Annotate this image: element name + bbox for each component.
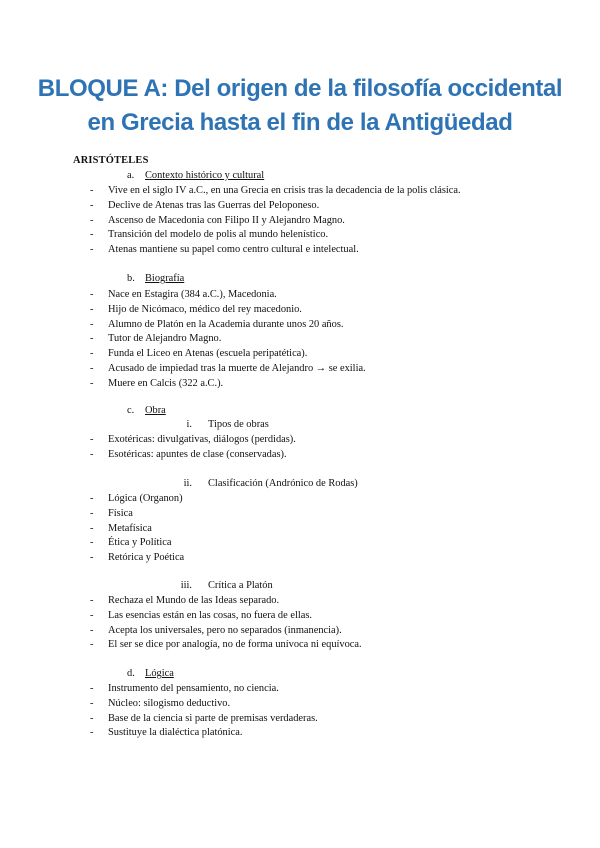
section-letter: c. <box>127 405 135 416</box>
bullet-dash: - <box>90 185 94 196</box>
bullet-dash: - <box>90 624 94 636</box>
section-heading-c <box>127 404 166 419</box>
subsection-number: ii. <box>183 478 192 489</box>
bullet-dash: - <box>90 318 94 330</box>
list-item-text: Declive de Atenas tras las Guerras del Peloponeso. <box>108 199 320 211</box>
list-item-text: Atenas mantiene su papel como centro cultural e intelectual. <box>108 244 359 256</box>
section-title: Obra <box>145 405 166 416</box>
bullet-dash: - <box>90 448 94 460</box>
bullet-dash: - <box>90 333 94 345</box>
bullet-dash: - <box>90 377 94 389</box>
subsection-title: Crítica a Platón <box>208 580 273 591</box>
section-heading-b <box>127 272 184 287</box>
subsection-title: Tipos de obras <box>208 419 269 430</box>
list-item-text: Física <box>108 507 133 519</box>
bullet-dash: - <box>90 348 94 360</box>
title-line-2: en Grecia hasta el fin de la Antigüedad <box>87 109 513 136</box>
document-title <box>0 72 600 140</box>
list-item-text: Transición del modelo de polis al mundo helenístico. <box>108 229 329 241</box>
bullet-dash: - <box>90 434 94 445</box>
list-item-text: Las esencias están en las cosas, no fuera de ellas. <box>108 609 312 621</box>
bullet-dash: - <box>90 697 94 709</box>
list-item-text: Ética y Política <box>108 537 172 549</box>
list-item-text: Lógica (Organon) <box>108 493 183 504</box>
section-title: Contexto histórico y cultural <box>145 170 265 181</box>
section-letter: b. <box>127 273 135 284</box>
bullet-dash: - <box>90 609 94 621</box>
list-item-text: Exotéricas: divulgativas, diálogos (perdidas). <box>108 434 296 445</box>
subsection-tipos <box>172 418 269 433</box>
list-item-text: Metafísica <box>108 522 152 534</box>
list-item-text: Alumno de Platón en la Academia durante unos 20 años. <box>108 318 344 330</box>
list-item-text: Funda el Liceo en Atenas (escuela peripatética). <box>108 348 308 360</box>
list-item-text: Tutor de Alejandro Magno. <box>108 333 222 345</box>
bullet-dash: - <box>90 493 94 504</box>
title-line-1: BLOQUE A: Del origen de la filosofía occidental <box>37 75 563 102</box>
subsection-number: iii. <box>180 580 192 591</box>
section-heading-a <box>127 169 264 184</box>
bullet-dash: - <box>90 522 94 534</box>
section-letter: a. <box>127 170 135 181</box>
list-item-text: Retórica y Poética <box>108 552 185 564</box>
list-item-text: Esotéricas: apuntes de clase (conservadas). <box>108 448 287 460</box>
bullet-dash: - <box>90 552 94 564</box>
section-title: Biografía <box>145 273 185 284</box>
bullet-dash: - <box>90 727 94 739</box>
section-title: Lógica <box>145 668 174 679</box>
bullet-dash: - <box>90 595 94 606</box>
list-item-text: Sustituye la dialéctica platónica. <box>108 727 243 739</box>
bullet-dash: - <box>90 229 94 241</box>
list-item-text: Muere en Calcis (322 a.C.). <box>108 377 224 389</box>
bullet-dash: - <box>90 303 94 315</box>
list-item-text: Núcleo: silogismo deductivo. <box>108 697 231 709</box>
list-item-text: Rechaza el Mundo de las Ideas separado. <box>108 595 280 606</box>
list-item-text: Vive en el siglo IV a.C., en una Grecia en crisis tras la decadencia de la polis clásica. <box>108 185 461 196</box>
subsection-critica <box>172 579 273 594</box>
bullet-dash: - <box>90 683 94 694</box>
section-heading-d <box>127 667 174 682</box>
bullet-dash: - <box>90 289 94 300</box>
list-item-text: Acusado de impiedad tras la muerte de Alejandro → se exilia. <box>108 363 366 374</box>
list-item-text: Nace en Estagira (384 a.C.), Macedonia. <box>108 289 277 300</box>
bullet-dash: - <box>90 199 94 211</box>
bullet-dash: - <box>90 214 94 226</box>
subsection-number: i. <box>186 419 192 430</box>
list-item-text: Acepta los universales, pero no separados (inmanencia). <box>108 624 342 636</box>
bullet-dash: - <box>90 639 94 651</box>
author-heading: ARISTÓTELES <box>73 155 149 166</box>
bullet-dash: - <box>90 363 94 374</box>
list-item-text: Hijo de Nicómaco, médico del rey macedonio. <box>108 303 302 315</box>
bullet-dash: - <box>90 244 94 256</box>
list-item-text: El ser se dice por analogía, no de forma unívoca ni equívoca. <box>108 639 362 651</box>
list-item-text: Base de la ciencia si parte de premisas verdaderas. <box>108 712 318 724</box>
section-letter: d. <box>127 668 135 679</box>
list-item-text: Ascenso de Macedonia con Filipo II y Alejandro Magno. <box>108 214 345 226</box>
subsection-title: Clasificación (Andrónico de Rodas) <box>208 478 358 489</box>
bullet-dash: - <box>90 537 94 549</box>
bullet-dash: - <box>90 507 94 519</box>
bullet-dash: - <box>90 712 94 724</box>
list-item-text: Instrumento del pensamiento, no ciencia. <box>108 683 279 694</box>
subsection-clasificacion <box>172 477 358 492</box>
